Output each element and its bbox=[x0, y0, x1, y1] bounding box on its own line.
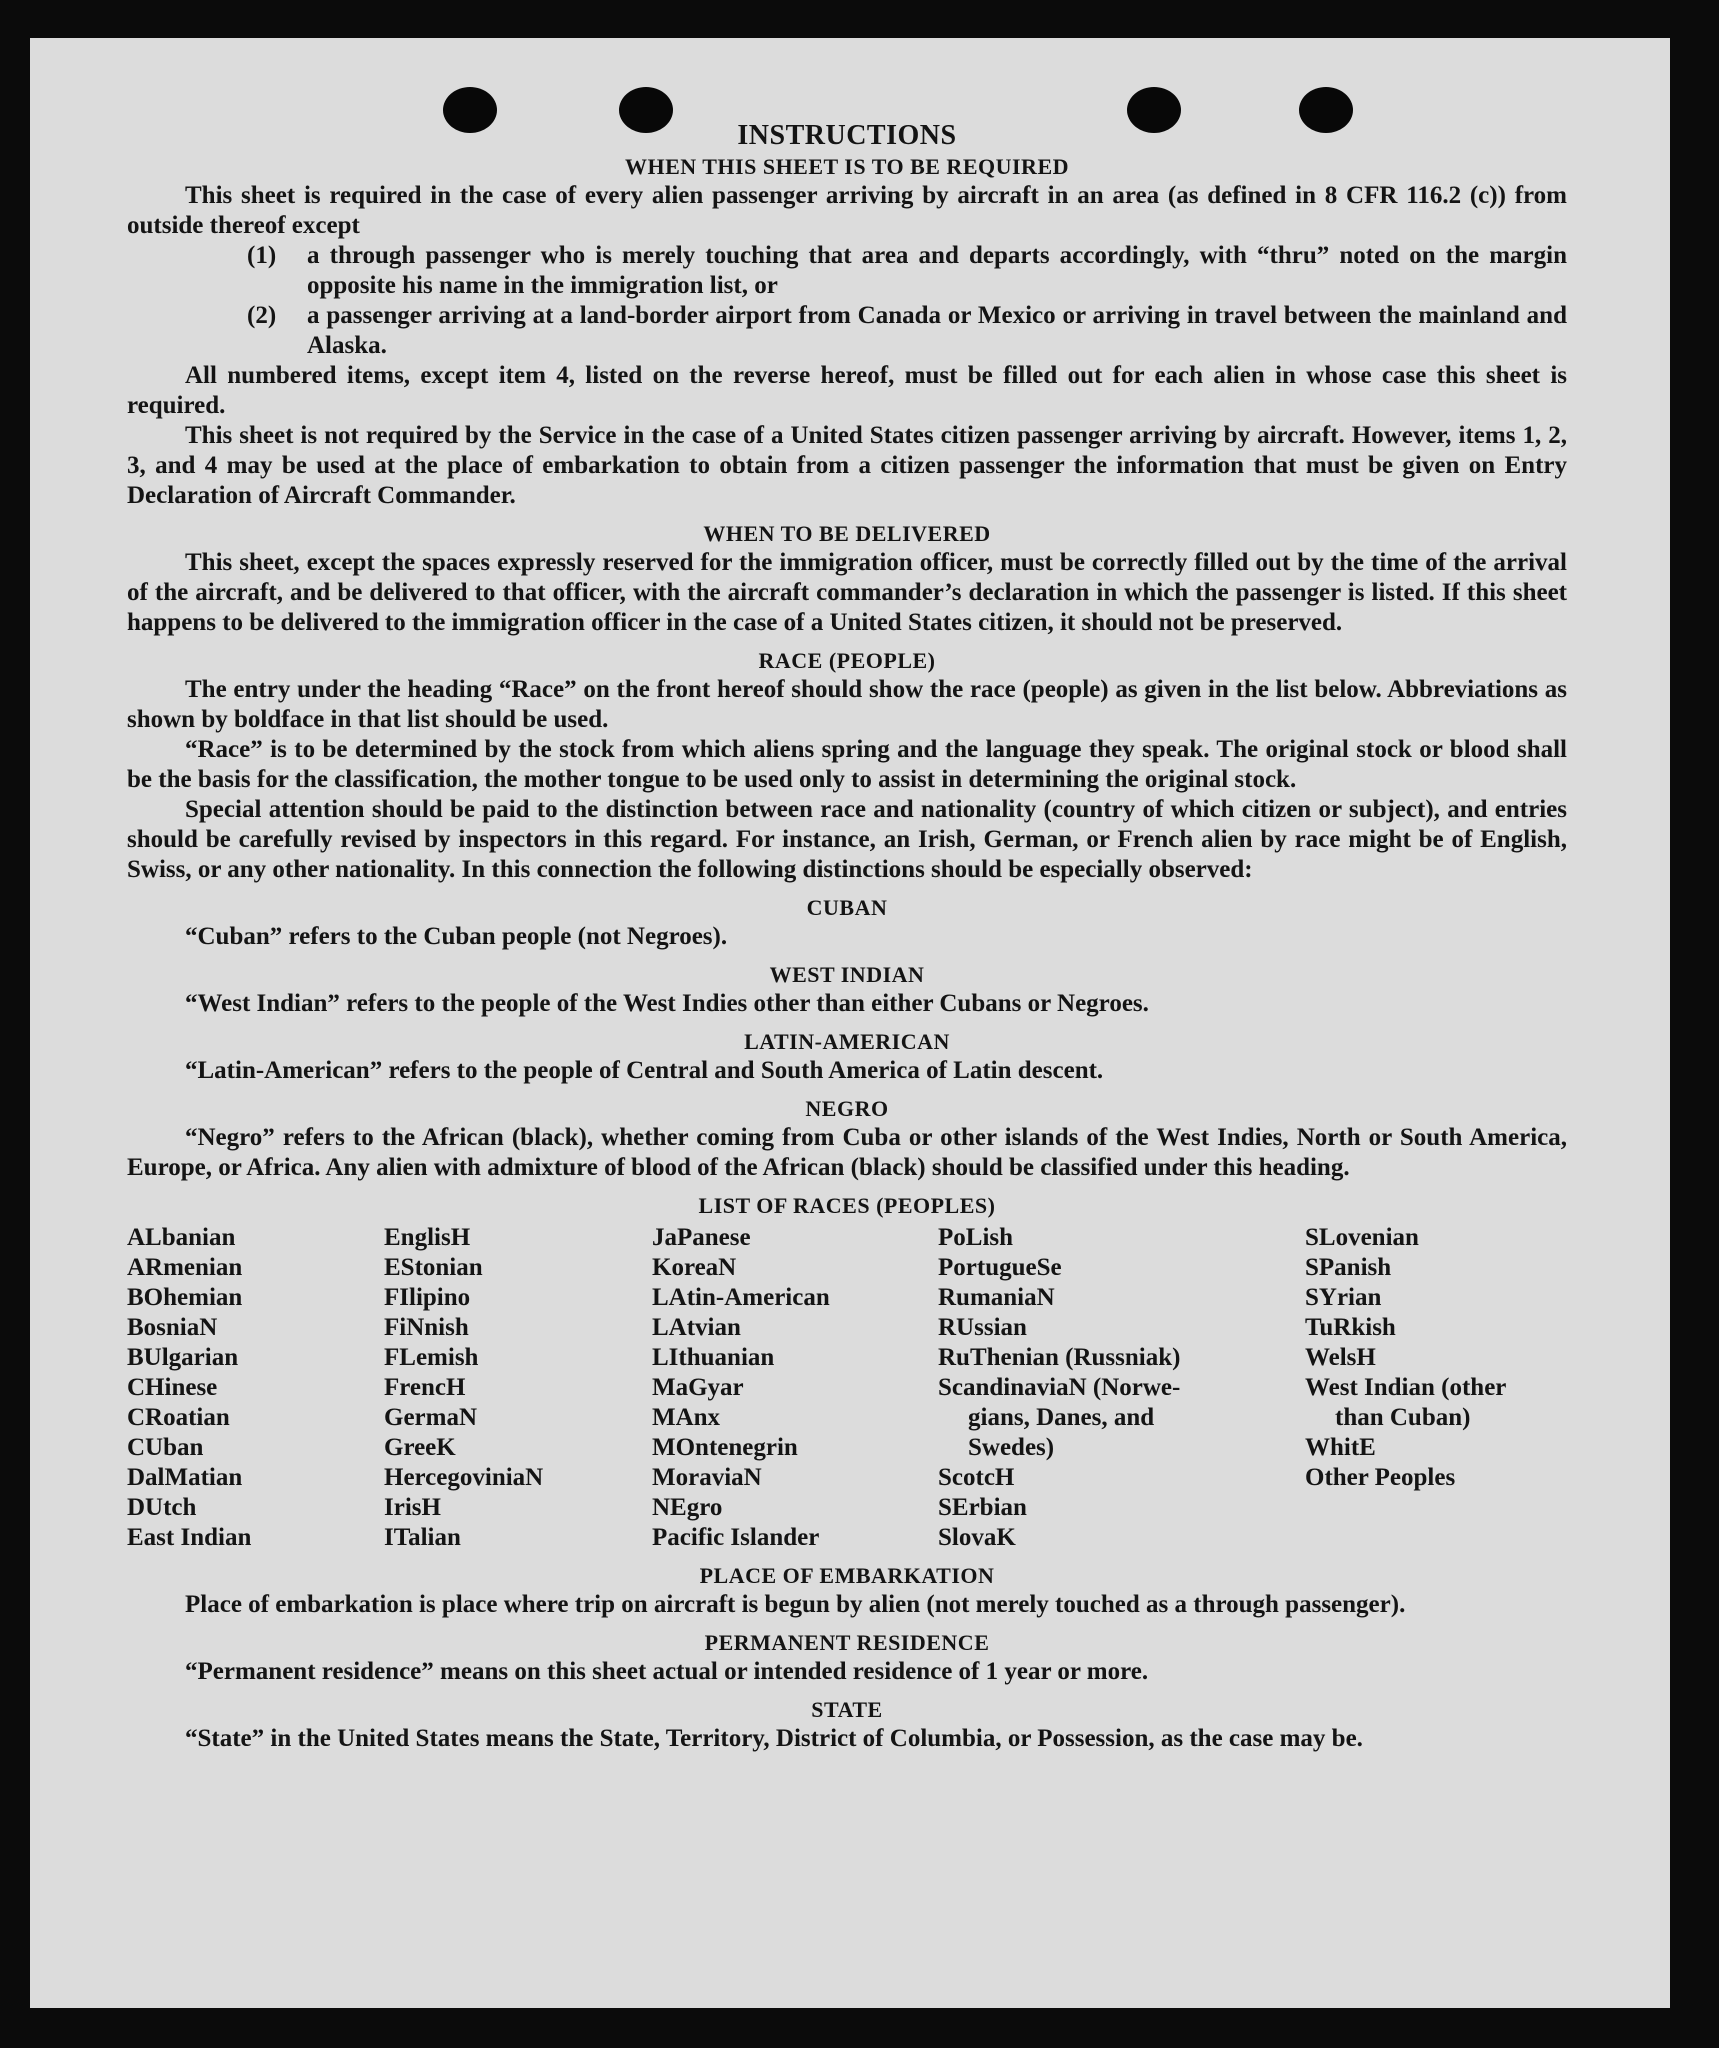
race-list bbox=[127, 1223, 1567, 1553]
race-item: PoLish bbox=[938, 1224, 1014, 1251]
race-item: WhitE bbox=[1305, 1434, 1376, 1461]
race-item: MaGyar bbox=[652, 1374, 744, 1401]
race-column bbox=[127, 1223, 384, 1553]
race-item: MAnx bbox=[652, 1404, 721, 1431]
paragraph: “West Indian” refers to the people of the West Indies other than either Cubans or Negroes. bbox=[185, 990, 1149, 1017]
race-column bbox=[384, 1223, 652, 1553]
race-item: JaPanese bbox=[652, 1224, 751, 1251]
race-item: GermaN bbox=[384, 1404, 478, 1431]
race-item: ScandinaviaN (Norwe- bbox=[938, 1374, 1181, 1401]
race-item: EnglisH bbox=[384, 1224, 471, 1251]
race-column bbox=[1305, 1223, 1567, 1553]
section-heading: PLACE OF EMBARKATION bbox=[699, 1563, 995, 1588]
paragraph: Place of embarkation is place where trip on aircraft is begun by alien (not merely touched as a through passenger). bbox=[185, 1591, 1406, 1618]
paragraph: Special attention should be paid to the distinction between race and nationality (country of which citizen or subject), and entries should be carefully revised by inspectors in this regard. For instance, an Irish, German, or French alien by race might be of English, Swiss, or any other nationality. In this connection the following distinctions should be especially observed: bbox=[127, 796, 1567, 883]
instructions-content bbox=[127, 120, 1567, 1754]
race-item: ScotcH bbox=[938, 1464, 1015, 1491]
paragraph: The entry under the heading “Race” on the front hereof should show the race (people) as given in the list below. Abbreviations as shown by boldface in that list should be used. bbox=[127, 676, 1567, 733]
paragraph: This sheet is required in the case of every alien passenger arriving by aircraft in an area (as defined in 8 CFR 116.2 (c)) from outside thereof except bbox=[127, 182, 1567, 239]
race-item: HercegoviniaN bbox=[384, 1464, 544, 1491]
race-item: LAtvian bbox=[652, 1314, 741, 1341]
race-item: ARmenian bbox=[127, 1254, 243, 1281]
race-item: RuThenian (Russniak) bbox=[938, 1344, 1181, 1371]
paragraph: “Race” is to be determined by the stock from which aliens spring and the language they speak. The original stock or blood shall be the basis for the classification, the mother tongue to be used only to assist in determining the original stock. bbox=[127, 736, 1567, 793]
race-item: LIthuanian bbox=[652, 1344, 775, 1371]
race-item: TuRkish bbox=[1305, 1314, 1396, 1341]
race-item: BOhemian bbox=[127, 1284, 243, 1311]
race-item: LAtin-American bbox=[652, 1284, 830, 1311]
race-item: SlovaK bbox=[938, 1524, 1016, 1551]
race-item: SLovenian bbox=[1305, 1224, 1419, 1251]
list-item bbox=[127, 301, 1567, 361]
race-item: CHinese bbox=[127, 1374, 218, 1401]
race-item: ALbanian bbox=[127, 1224, 236, 1251]
list-item bbox=[127, 241, 1567, 301]
race-item: WelsH bbox=[1305, 1344, 1376, 1371]
race-item: DalMatian bbox=[127, 1464, 243, 1491]
race-item: East Indian bbox=[127, 1524, 252, 1551]
section-heading: WEST INDIAN bbox=[769, 962, 925, 987]
race-item: CRoatian bbox=[127, 1404, 230, 1431]
race-item: Swedes) bbox=[968, 1434, 1055, 1461]
section-heading: CUBAN bbox=[806, 895, 888, 920]
race-item: EStonian bbox=[384, 1254, 483, 1281]
section-heading: STATE bbox=[811, 1697, 883, 1722]
race-item: SErbian bbox=[938, 1494, 1027, 1521]
race-item: NEgro bbox=[652, 1494, 723, 1521]
paragraph: All numbered items, except item 4, listed on the reverse hereof, must be filled out for each alien in whose case this sheet is required. bbox=[127, 362, 1567, 419]
race-item: IrisH bbox=[384, 1494, 441, 1521]
race-item: RumaniaN bbox=[938, 1284, 1055, 1311]
race-item: DUtch bbox=[127, 1494, 197, 1521]
section-heading: LIST OF RACES (PEOPLES) bbox=[698, 1193, 996, 1218]
race-item: SYrian bbox=[1305, 1284, 1382, 1311]
race-item: FIlipino bbox=[384, 1284, 471, 1311]
race-item: GreeK bbox=[384, 1434, 456, 1461]
race-item: MOntenegrin bbox=[652, 1434, 798, 1461]
race-item: PortugueSe bbox=[938, 1254, 1062, 1281]
race-item: RUssian bbox=[938, 1314, 1027, 1341]
item-number: (1) bbox=[247, 242, 277, 269]
paragraph: This sheet is not required by the Service in the case of a United States citizen passenger arriving by aircraft. However, items 1, 2, 3, and 4 may be used at the place of embarkation to obtain from a citizen passenger the information that must be given on Entry Declaration of Aircraft Commander. bbox=[127, 422, 1567, 509]
race-item: gians, Danes, and bbox=[968, 1404, 1155, 1431]
paragraph: “State” in the United States means the State, Territory, District of Columbia, or Possession, as the case may be. bbox=[185, 1725, 1363, 1752]
race-column bbox=[652, 1223, 938, 1553]
paragraph: “Permanent residence” means on this sheet actual or intended residence of 1 year or more. bbox=[185, 1658, 1149, 1685]
paragraph: “Negro” refers to the African (black), whether coming from Cuba or other islands of the West Indies, North or South America, Europe, or Africa. Any alien with admixture of blood of the African (black) should be classified under this heading. bbox=[127, 1124, 1567, 1181]
section-heading: WHEN TO BE DELIVERED bbox=[703, 521, 991, 546]
race-item: MoraviaN bbox=[652, 1464, 762, 1491]
race-item: West Indian (other bbox=[1305, 1374, 1507, 1401]
race-item: than Cuban) bbox=[1335, 1404, 1471, 1431]
race-item: FiNnish bbox=[384, 1314, 469, 1341]
paragraph: “Latin-American” refers to the people of Central and South America of Latin descent. bbox=[185, 1057, 1104, 1084]
race-item: ITalian bbox=[384, 1524, 461, 1551]
race-item: CUban bbox=[127, 1434, 204, 1461]
race-item: SPanish bbox=[1305, 1254, 1392, 1281]
section-heading: RACE (PEOPLE) bbox=[758, 648, 936, 673]
item-text: a passenger arriving at a land-border airport from Canada or Mexico or arriving in travel between the mainland and Alaska. bbox=[307, 302, 1567, 359]
paragraph: “Cuban” refers to the Cuban people (not Negroes). bbox=[185, 923, 728, 950]
item-number: (2) bbox=[247, 302, 277, 329]
section-heading: PERMANENT RESIDENCE bbox=[704, 1630, 990, 1655]
race-column bbox=[938, 1223, 1305, 1553]
section-heading: WHEN THIS SHEET IS TO BE REQUIRED bbox=[624, 154, 1070, 179]
section-heading: NEGRO bbox=[805, 1096, 889, 1121]
race-item: BosniaN bbox=[127, 1314, 218, 1341]
race-item: FrencH bbox=[384, 1374, 466, 1401]
race-item: FLemish bbox=[384, 1344, 479, 1371]
race-item: KoreaN bbox=[652, 1254, 737, 1281]
race-item: BUlgarian bbox=[127, 1344, 239, 1371]
page-title: INSTRUCTIONS bbox=[737, 120, 957, 151]
race-item: Other Peoples bbox=[1305, 1464, 1456, 1491]
section-heading: LATIN-AMERICAN bbox=[744, 1029, 950, 1054]
race-item: Pacific Islander bbox=[652, 1524, 820, 1551]
paragraph: This sheet, except the spaces expressly reserved for the immigration officer, must be correctly filled out by the time of the arrival of the aircraft, and be delivered to that officer, with the aircraft commander’s declaration in which the passenger is listed. If this sheet happens to be delivered to the immigration officer in the case of a United States citizen, it should not be preserved. bbox=[127, 549, 1567, 636]
item-text: a through passenger who is merely touching that area and departs accordingly, with “thru” noted on the margin opposite his name in the immigration list, or bbox=[307, 242, 1567, 299]
